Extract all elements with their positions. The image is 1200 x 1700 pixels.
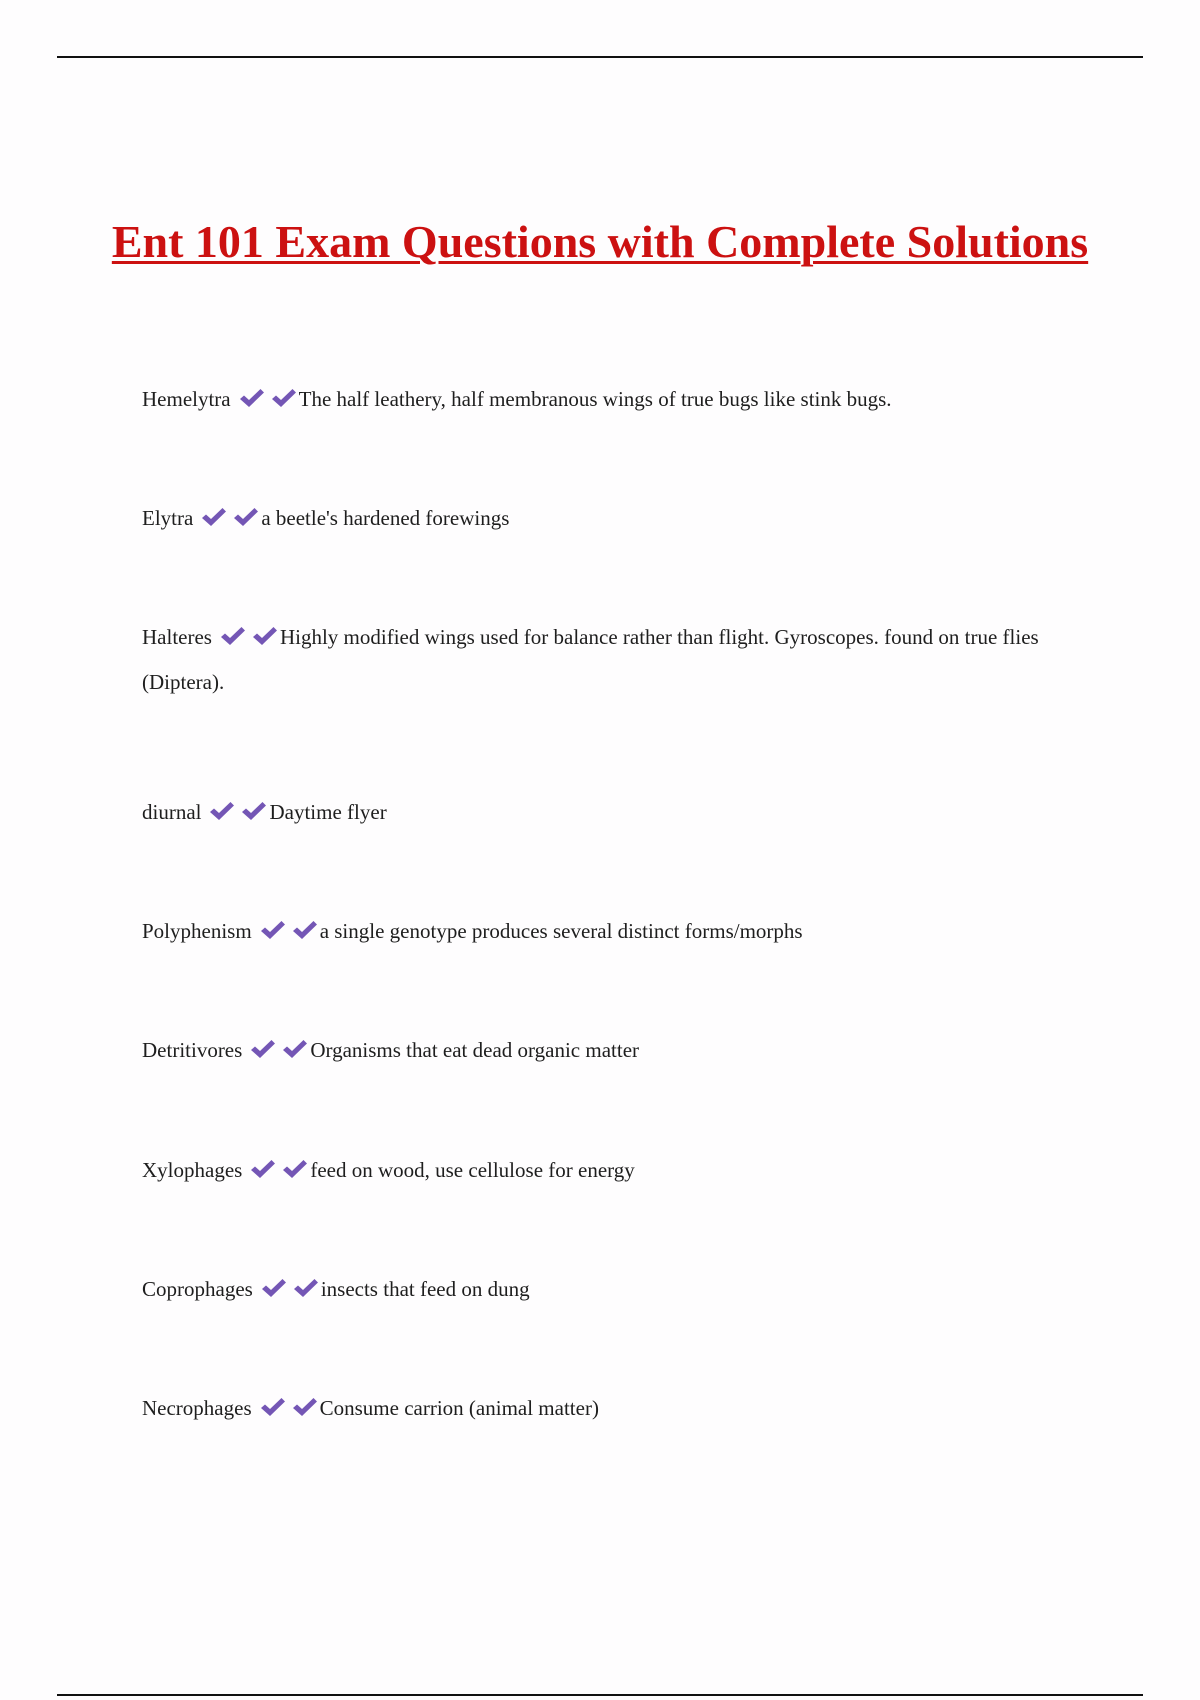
qa-item <box>142 1268 1062 1313</box>
qa-item <box>142 791 1062 836</box>
qa-term: Polyphenism <box>142 919 252 943</box>
qa-term: Xylophages <box>142 1158 243 1182</box>
header-rule <box>57 56 1143 58</box>
checkmark-icon <box>250 1159 276 1179</box>
qa-term: Hemelytra <box>142 387 231 411</box>
document-title: Ent 101 Exam Questions with Complete Solutions <box>111 216 1089 267</box>
qa-definition: feed on wood, use cellulose for energy <box>310 1158 635 1182</box>
check-marks <box>220 618 278 661</box>
checkmark-icon <box>250 1039 276 1059</box>
qa-item <box>142 1387 1062 1432</box>
qa-item <box>142 378 1062 423</box>
checkmark-icon <box>209 801 235 821</box>
qa-item <box>142 497 1062 542</box>
qa-item <box>142 910 1062 955</box>
checkmark-icon <box>220 626 246 646</box>
qa-term: Elytra <box>142 506 194 530</box>
qa-definition: Daytime flyer <box>269 800 387 824</box>
qa-term: diurnal <box>142 800 202 824</box>
qa-definition: a beetle's hardened forewings <box>261 506 510 530</box>
checkmark-icon <box>293 1278 319 1298</box>
qa-definition: Organisms that eat dead organic matter <box>310 1038 640 1062</box>
checkmark-icon <box>233 507 259 527</box>
check-marks <box>250 1151 308 1194</box>
checkmark-icon <box>282 1039 308 1059</box>
qa-term: Detritivores <box>142 1038 243 1062</box>
qa-term: Necrophages <box>142 1396 252 1420</box>
qa-definition: insects that feed on dung <box>320 1277 530 1301</box>
check-marks <box>260 1389 318 1432</box>
checkmark-icon <box>282 1159 308 1179</box>
check-marks <box>209 793 267 836</box>
checkmark-icon <box>292 920 318 940</box>
check-marks <box>261 1270 319 1313</box>
checkmark-icon <box>241 801 267 821</box>
qa-item <box>142 1149 1062 1194</box>
checkmark-icon <box>260 1397 286 1417</box>
checkmark-icon <box>239 388 265 408</box>
check-marks <box>250 1031 308 1074</box>
footer-rule <box>57 1694 1143 1696</box>
check-marks <box>260 912 318 955</box>
checkmark-icon <box>201 507 227 527</box>
qa-term: Coprophages <box>142 1277 253 1301</box>
qa-definition: a single genotype produces several distinct forms/morphs <box>319 919 803 943</box>
qa-term: Halteres <box>142 625 212 649</box>
qa-item <box>142 1029 1062 1074</box>
checkmark-icon <box>261 1278 287 1298</box>
check-marks <box>201 499 259 542</box>
checkmark-icon <box>271 388 297 408</box>
qa-definition: The half leathery, half membranous wings of true bugs like stink bugs. <box>298 387 892 411</box>
qa-definition: Consume carrion (animal matter) <box>319 1396 599 1420</box>
qa-item <box>142 616 1062 704</box>
checkmark-icon <box>252 626 278 646</box>
checkmark-icon <box>260 920 286 940</box>
qa-definition: Highly modified wings used for balance rather than flight. Gyroscopes. found on true flies (Diptera). <box>142 625 1039 694</box>
checkmark-icon <box>292 1397 318 1417</box>
check-marks <box>239 380 297 423</box>
